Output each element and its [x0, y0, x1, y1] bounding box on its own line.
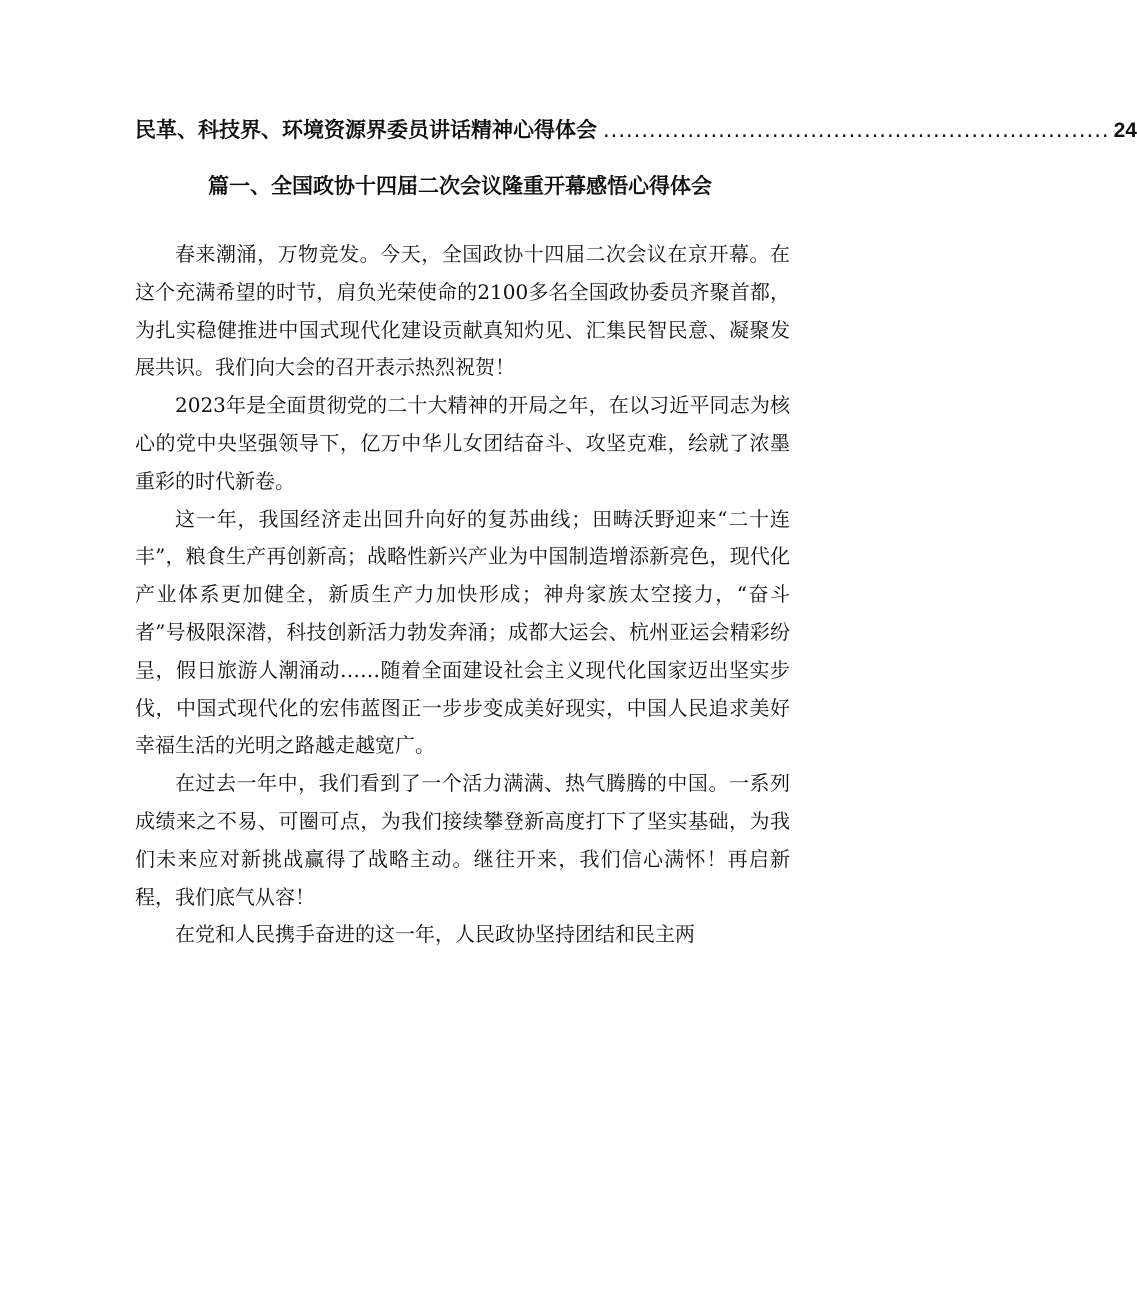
paragraph: 在党和人民携手奋进的这一年，人民政协坚持团结和民主两: [175, 922, 695, 947]
article-body: [135, 236, 790, 954]
section-title: 篇一、全国政协十四届二次会议隆重开幕感悟心得体会: [208, 174, 712, 198]
paragraph: 春来潮涌，万物竞发。今天，全国政协十四届二次会议在京开幕。在这个充满希望的时节，肩负光荣使命的2100多名全国政协委员齐聚首都，为扎实稳健推进中国式现代化建设贡献真知灼见、汇集民智民意、凝聚发展共识。我们向大会的召开表示热烈祝贺！: [135, 242, 790, 380]
paragraph: 这一年，我国经济走出回升向好的复苏曲线；田畴沃野迎来“二十连丰”，粮食生产再创新高；战略性新兴产业为中国制造增添新亮色，现代化产业体系更加健全，新质生产力加快形成；神舟家族太空接力，“奋斗者”号极限深潜，科技创新活力勃发奔涌；成都大运会、杭州亚运会精彩纷呈，假日旅游人潮涌动……随着全面建设社会主义现代化国家迈出坚实步伐，中国式现代化的宏伟蓝图正一步步变成美好现实，中国人民追求美好幸福生活的光明之路越走越宽广。: [135, 506, 790, 758]
toc-entry-text: 民革、科技界、环境资源界委员讲话精神心得体会: [135, 118, 597, 142]
paragraph: 2023年是全面贯彻党的二十大精神的开局之年，在以习近平同志为核心的党中央坚强领导下，亿万中华儿女团结奋斗、攻坚克难，绘就了浓墨重彩的时代新卷。: [135, 393, 790, 493]
toc-leader-dots: ..................................................................: [603, 118, 1110, 142]
paragraph: 在过去一年中，我们看到了一个活力满满、热气腾腾的中国。一系列成绩来之不易、可圈可点，为我们接续攀登新高度打下了坚实基础，为我们未来应对新挑战赢得了战略主动。继往开来，我们信心满怀！再启新程，我们底气从容！: [135, 771, 790, 909]
toc-entry[interactable]: [135, 112, 1137, 149]
toc-page-number: 24: [1113, 119, 1137, 142]
